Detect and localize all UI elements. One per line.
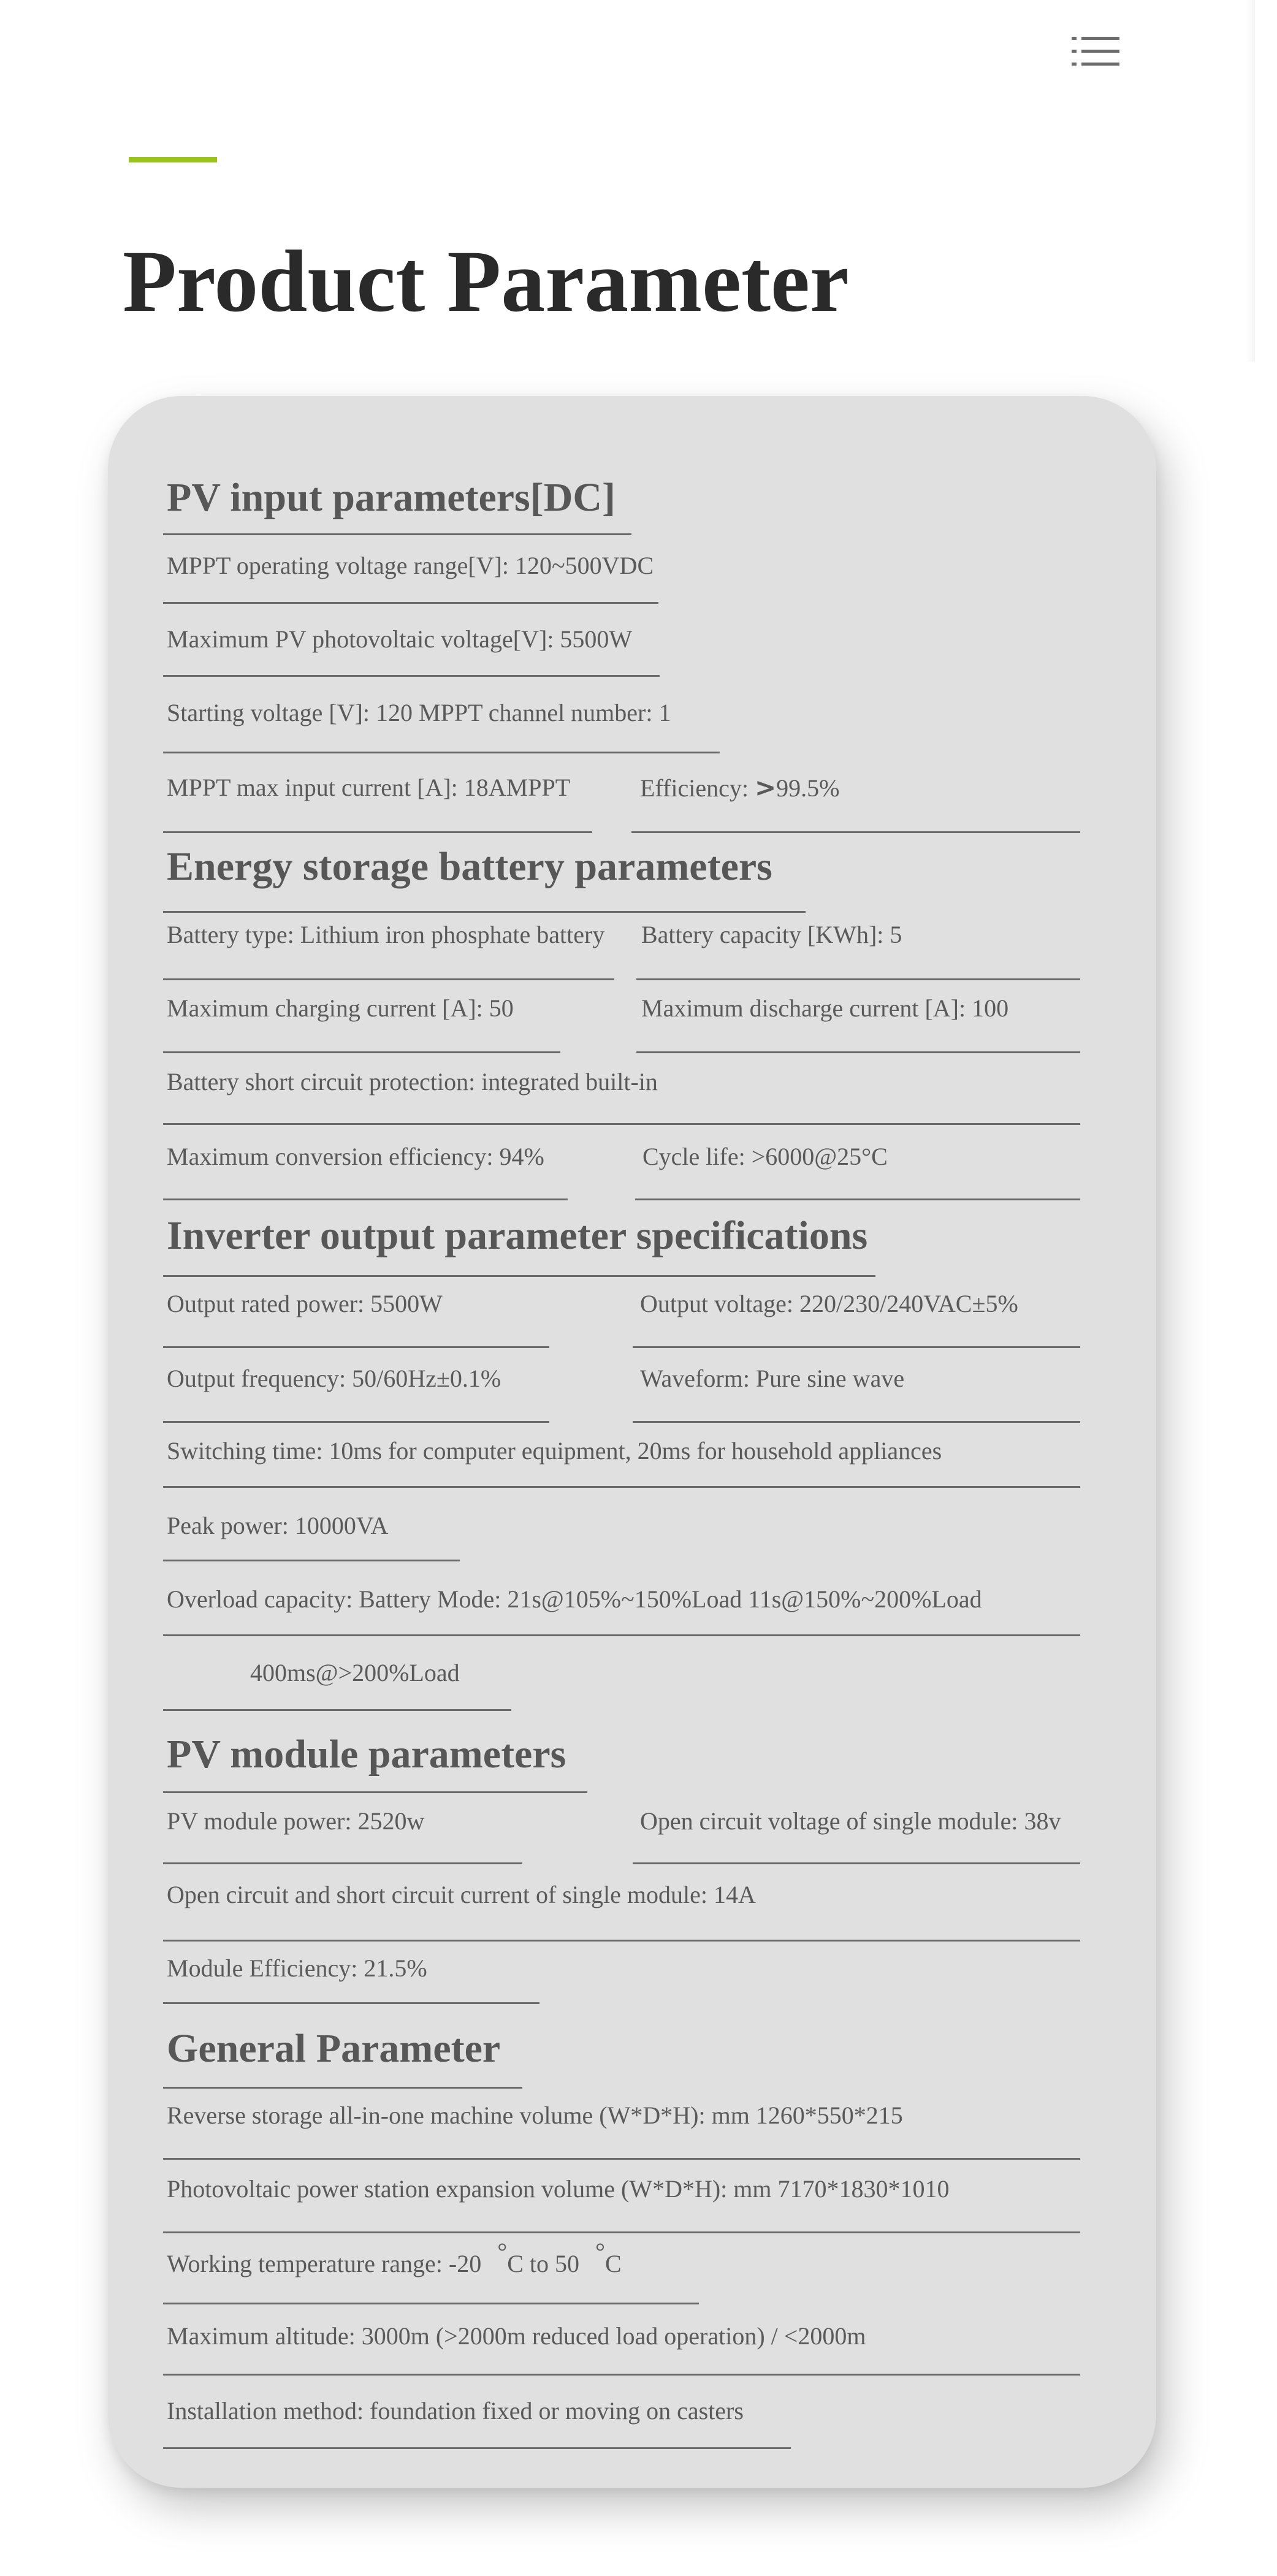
section-title-underline	[163, 533, 631, 535]
param-temp-to: C to 50	[507, 2250, 580, 2277]
degree-symbol: °	[497, 2238, 508, 2265]
param-underline	[163, 675, 660, 677]
param-underline	[636, 1051, 1080, 1053]
param-underline	[631, 831, 1080, 833]
param-underline	[163, 2231, 1080, 2233]
param-underline	[633, 1346, 1080, 1348]
param-underline	[163, 1634, 1080, 1636]
param-circuit-current: Open circuit and short circuit current of single module: 14A	[167, 1881, 756, 1908]
param-efficiency-value: 99.5%	[776, 774, 840, 802]
param-conversion-efficiency: Maximum conversion efficiency: 94%	[167, 1143, 544, 1170]
param-efficiency	[640, 772, 839, 804]
param-underline	[163, 1560, 460, 1561]
param-temp-unit: C	[605, 2250, 622, 2277]
param-storage-volume: Reverse storage all-in-one machine volume (W*D*H): mm 1260*550*215	[167, 2102, 903, 2129]
param-underline	[163, 602, 658, 604]
param-temp-label: Working temperature range: -20	[167, 2250, 482, 2277]
param-mppt-voltage: MPPT operating voltage range[V]: 120~500VDC	[167, 552, 654, 579]
param-efficiency-label: Efficiency:	[640, 774, 755, 802]
menu-icon[interactable]	[1072, 36, 1119, 67]
param-open-circuit-voltage: Open circuit voltage of single module: 38v	[640, 1807, 1061, 1835]
param-station-volume: Photovoltaic power station expansion volume (W*D*H): mm 7170*1830*1010	[167, 2175, 950, 2203]
param-underline	[163, 2303, 699, 2304]
section-title-pv-input: PV input parameters[DC]	[167, 475, 616, 520]
param-max-discharge-current: Maximum discharge current [A]: 100	[641, 994, 1009, 1022]
greater-than-symbol: >	[754, 772, 777, 802]
param-underline	[163, 2002, 539, 2004]
param-peak-power: Peak power: 10000VA	[167, 1512, 389, 1539]
param-switching-time: Switching time: 10ms for computer equipment, 20ms for household appliances	[167, 1437, 942, 1465]
hamburger-list-icon	[1072, 36, 1119, 67]
param-underline	[163, 752, 720, 753]
param-underline	[163, 1486, 1080, 1488]
param-overload-capacity: Overload capacity: Battery Mode: 21s@105%~150%Load 11s@150%~200%Load	[167, 1585, 982, 1613]
param-underline	[163, 1198, 568, 1200]
param-underline	[163, 831, 592, 833]
param-output-frequency: Output frequency: 50/60Hz±0.1%	[167, 1365, 501, 1392]
section-title-underline	[163, 911, 806, 913]
section-title-general: General Parameter	[167, 2026, 501, 2071]
param-mppt-current: MPPT max input current [A]: 18AMPPT	[167, 774, 571, 801]
param-underline	[163, 978, 614, 980]
param-underline	[633, 1862, 1080, 1864]
section-title-underline	[163, 2087, 522, 2089]
param-underline	[163, 2158, 1080, 2160]
page-title: Product Parameter	[123, 233, 849, 330]
title-accent-bar	[129, 157, 217, 162]
param-max-pv-voltage: Maximum PV photovoltaic voltage[V]: 5500W	[167, 625, 633, 653]
param-underline	[635, 1198, 1080, 1200]
param-max-altitude: Maximum altitude: 3000m (>2000m reduced load operation) / <2000m	[167, 2322, 866, 2350]
param-starting-voltage: Starting voltage [V]: 120 MPPT channel number: 1	[167, 699, 671, 726]
param-underline	[163, 2374, 1080, 2376]
section-title-underline	[163, 1275, 875, 1277]
degree-symbol: °	[595, 2238, 606, 2265]
param-cycle-life: Cycle life: >6000@25°C	[642, 1143, 888, 1170]
param-underline	[163, 1862, 522, 1864]
param-battery-type: Battery type: Lithium iron phosphate battery	[167, 921, 605, 948]
param-output-rated-power: Output rated power: 5500W	[167, 1290, 443, 1317]
section-title-pv-module: PV module parameters	[167, 1732, 566, 1777]
param-underline	[633, 1421, 1080, 1423]
param-underline	[163, 1709, 511, 1711]
section-title-inverter: Inverter output parameter specifications	[167, 1213, 868, 1258]
param-waveform: Waveform: Pure sine wave	[640, 1365, 905, 1392]
param-underline	[163, 2447, 791, 2449]
param-short-circuit-protection: Battery short circuit protection: integrated built-in	[167, 1068, 658, 1096]
param-underline	[636, 978, 1080, 980]
param-working-temperature	[167, 2238, 622, 2279]
param-underline	[163, 1940, 1080, 1942]
param-module-efficiency: Module Efficiency: 21.5%	[167, 1954, 427, 1982]
section-title-battery: Energy storage battery parameters	[167, 844, 772, 889]
param-overload-capacity-continued: 400ms@>200%Load	[250, 1659, 460, 1686]
param-max-charge-current: Maximum charging current [A]: 50	[167, 994, 514, 1022]
param-underline	[163, 1346, 549, 1348]
param-installation-method: Installation method: foundation fixed or moving on casters	[167, 2397, 744, 2425]
page-edge-shadow	[1246, 0, 1255, 362]
param-battery-capacity: Battery capacity [KWh]: 5	[641, 921, 902, 948]
param-underline	[163, 1051, 560, 1053]
section-title-underline	[163, 1791, 587, 1793]
param-output-voltage: Output voltage: 220/230/240VAC±5%	[640, 1290, 1018, 1317]
param-underline	[163, 1421, 549, 1423]
param-underline	[163, 1123, 1080, 1125]
param-pv-module-power: PV module power: 2520w	[167, 1807, 425, 1835]
